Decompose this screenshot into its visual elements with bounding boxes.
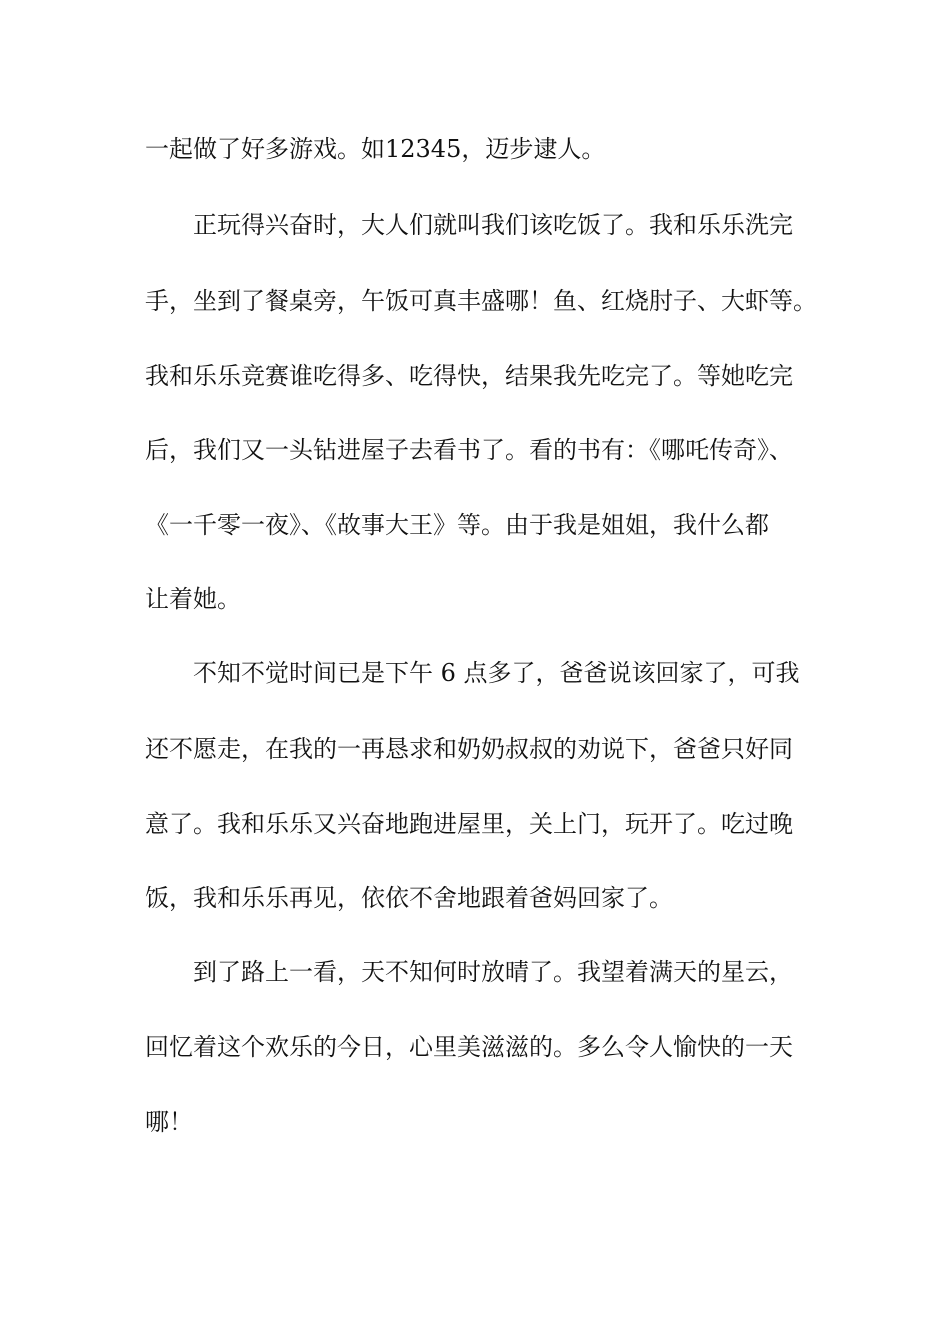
text-line: 意了。我和乐乐又兴奋地跑进屋里，关上门，玩开了。吃过晚	[145, 810, 793, 838]
text-line: 还不愿走，在我的一再恳求和奶奶叔叔的劝说下，爸爸只好同	[145, 735, 793, 763]
text-line: 让着她。	[145, 585, 241, 613]
text-line: 《一千零一夜》、《故事大王》等。由于我是姐姐，我什么都	[145, 511, 769, 539]
text-line: 我和乐乐竞赛谁吃得多、吃得快，结果我先吃完了。等她吃完	[145, 362, 793, 390]
text-line: 手，坐到了餐桌旁，午饭可真丰盛哪！鱼、红烧肘子、大虾等。	[145, 287, 817, 315]
paragraph-first-line: 不知不觉时间已是下午 6 点多了，爸爸说该回家了，可我	[193, 659, 800, 687]
text-line: 回忆着这个欢乐的今日，心里美滋滋的。多么令人愉快的一天	[145, 1033, 793, 1061]
paragraph-first-line: 正玩得兴奋时，大人们就叫我们该吃饭了。我和乐乐洗完	[193, 211, 793, 239]
text-line: 后，我们又一头钻进屋子去看书了。看的书有：《哪吒传奇》、	[145, 436, 793, 464]
text-line: 一起做了好多游戏。如12345，迈步逮人。	[145, 135, 606, 163]
text-line: 饭，我和乐乐再见，依依不舍地跟着爸妈回家了。	[145, 884, 673, 912]
text-line: 哪！	[145, 1108, 193, 1136]
paragraph-first-line: 到了路上一看，天不知何时放晴了。我望着满天的星云，	[193, 958, 793, 986]
